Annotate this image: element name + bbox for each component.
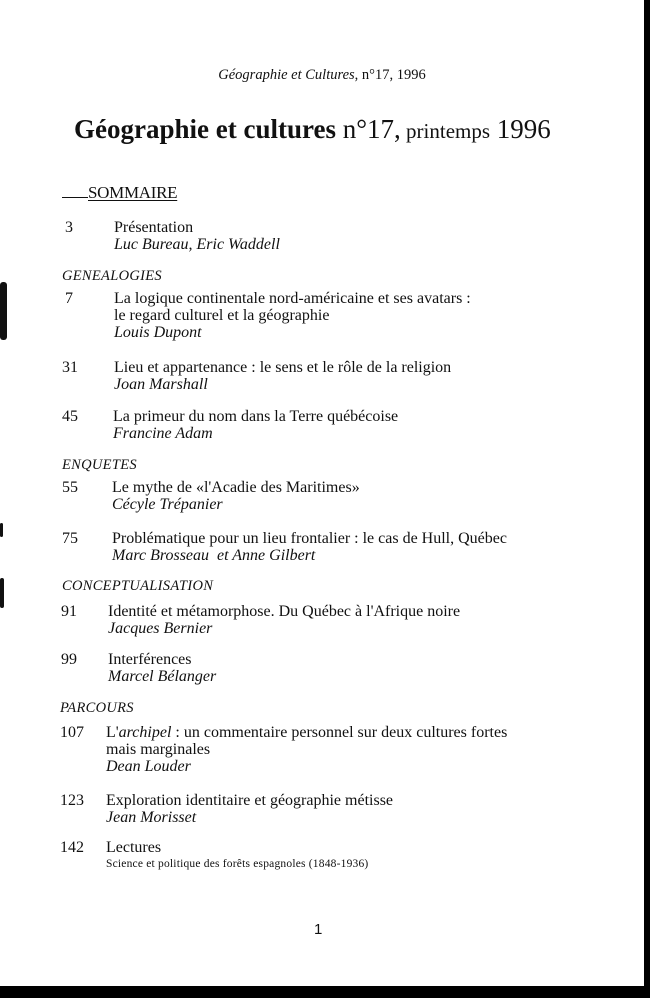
section-heading: PARCOURS (60, 700, 134, 716)
toc-page-number: 91 (61, 603, 77, 620)
title-prefix: L' (106, 724, 119, 741)
page-title (74, 114, 551, 145)
scan-mark (0, 578, 4, 608)
toc-author: Louis Dupont (114, 324, 202, 341)
toc-title-continued: le regard culturel et la géographie (114, 307, 330, 324)
section-heading: GENEALOGIES (62, 268, 162, 284)
toc-page-number: 75 (62, 530, 78, 547)
toc-title: Lieu et appartenance : le sens et le rôle de la religion (114, 359, 452, 376)
scan-border-bottom (0, 986, 650, 998)
toc-author: Dean Louder (106, 758, 191, 775)
sommaire-label: SOMMAIRE (88, 183, 178, 202)
toc-title: Identité et métamorphose. Du Québec à l'Afrique noire (108, 603, 461, 620)
toc-page-number: 31 (62, 359, 78, 376)
toc-page-number: 3 (65, 219, 73, 236)
toc-author: Francine Adam (113, 425, 213, 442)
toc-title: Exploration identitaire et géographie métisse (106, 792, 394, 809)
toc-title: La primeur du nom dans la Terre québécoise (113, 408, 399, 425)
running-head (0, 67, 644, 84)
toc-page-number: 142 (60, 839, 84, 856)
title-italic: archipel (118, 724, 172, 741)
toc-subtitle: Science et politique des forêts espagnoles (1848-1936) (106, 858, 369, 870)
toc-author: Luc Bureau, Eric Waddell (114, 236, 280, 253)
toc-author: Marcel Bélanger (108, 668, 217, 685)
toc-page-number: 107 (60, 724, 84, 741)
toc-page-number: 123 (60, 792, 84, 809)
scan-mark (0, 282, 7, 340)
title-rest: : un commentaire personnel sur deux cultures fortes (171, 724, 508, 741)
toc-author: Jean Morisset (106, 809, 197, 826)
toc-title: Lectures (106, 839, 162, 856)
toc-author: Cécyle Trépanier (112, 496, 223, 513)
title-journal: Géographie et cultures (74, 114, 336, 144)
toc-page-number: 45 (62, 408, 78, 425)
sommaire-heading (62, 183, 177, 203)
scan-border-right (644, 0, 650, 998)
title-year: 1996 (490, 114, 551, 144)
section-heading: CONCEPTUALISATION (62, 578, 214, 594)
section-heading: ENQUETES (62, 457, 137, 473)
toc-page-number: 7 (65, 290, 73, 307)
toc-author: Jacques Bernier (108, 620, 213, 637)
scan-mark (0, 523, 3, 537)
toc-title (106, 724, 507, 741)
toc-title: Interférences (108, 651, 192, 668)
toc-page-number: 55 (62, 479, 78, 496)
running-head-issue: , n°17, 1996 (354, 67, 426, 83)
underline-lead (62, 183, 88, 198)
toc-author: Marc Brosseau et Anne Gilbert (112, 547, 316, 564)
toc-author: Joan Marshall (114, 376, 208, 393)
toc-title: Problématique pour un lieu frontalier : le cas de Hull, Québec (112, 530, 507, 547)
toc-title-continued: mais marginales (106, 741, 211, 758)
toc-title: Présentation (114, 219, 194, 236)
toc-title: La logique continentale nord-américaine et ses avatars : (114, 290, 471, 307)
title-season: printemps (400, 119, 491, 143)
running-head-journal: Géographie et Cultures (218, 67, 355, 83)
title-number: n°17, (335, 114, 401, 144)
page-number: 1 (314, 921, 323, 938)
toc-page-number: 99 (61, 651, 77, 668)
toc-title: Le mythe de «l'Acadie des Maritimes» (112, 479, 360, 496)
